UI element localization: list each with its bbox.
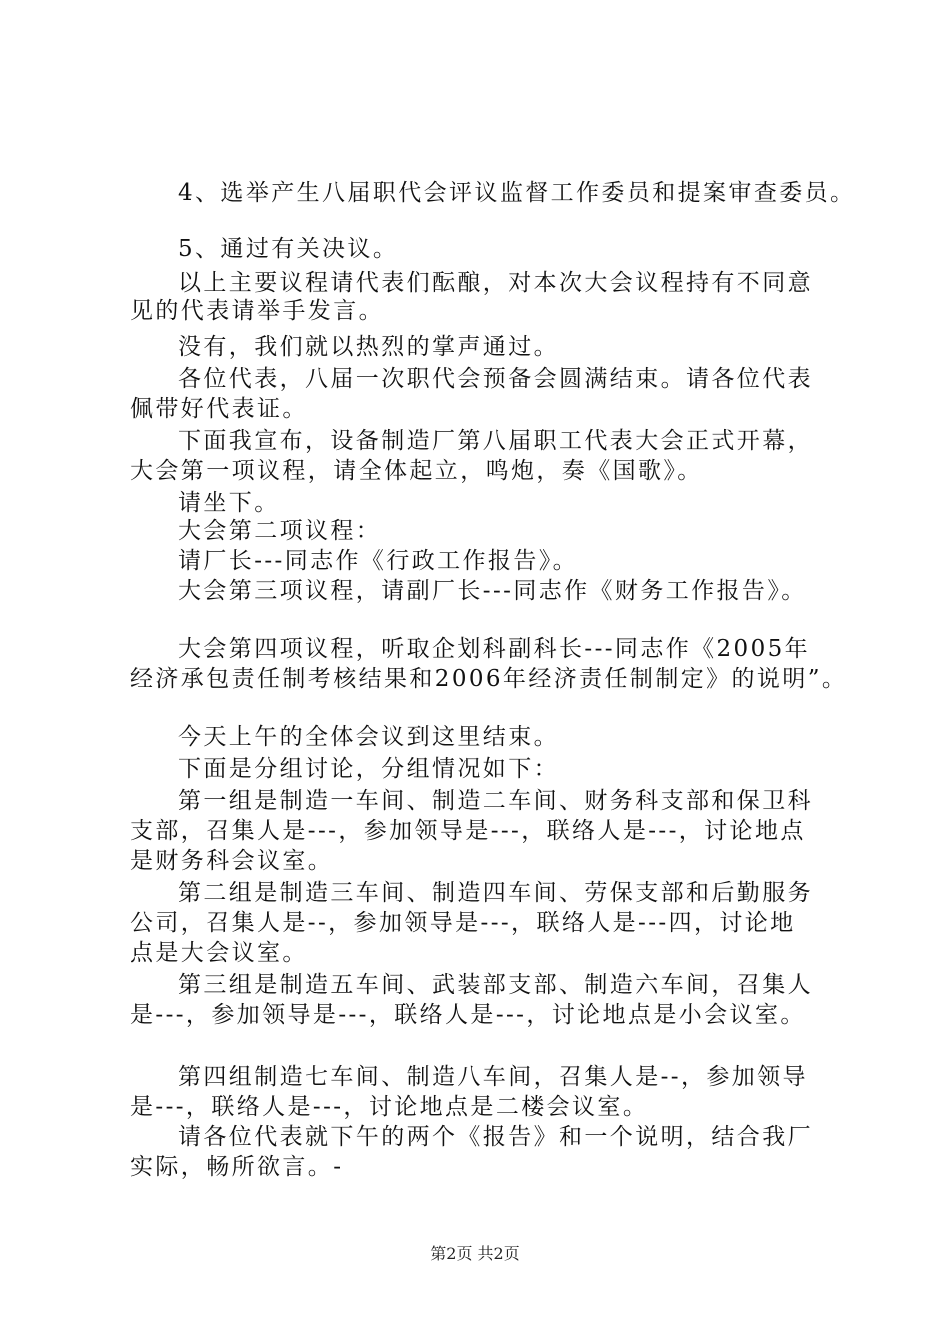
paragraph-line: 是财务科会议室。 — [130, 848, 334, 874]
paragraph-line: 见的代表请举手发言。 — [130, 298, 384, 324]
paragraph-line: 点是大会议室。 — [130, 940, 308, 966]
paragraph-line: 第二组是制造三车间、制造四车间、劳保支部和后勤服务 — [178, 880, 813, 906]
paragraph-line: 是---，联络人是---，讨论地点是二楼会议室。 — [130, 1094, 649, 1120]
paragraph-line: 实际，畅所欲言。- — [130, 1154, 344, 1180]
paragraph-line: 第三组是制造五车间、武装部支部、制造六车间，召集人 — [178, 972, 813, 998]
paragraph-line: 4、选举产生八届职代会评议监督工作委员和提案审查委员。 — [178, 180, 856, 206]
paragraph-line: 请各位代表就下午的两个《报告》和一个说明，结合我厂 — [178, 1124, 813, 1150]
paragraph-line: 大会第三项议程，请副厂长---同志作《财务工作报告》。 — [178, 578, 807, 604]
page-footer: 第2页 共2页 — [430, 1244, 520, 1263]
paragraph-line: 公司，召集人是--，参加领导是---，联络人是---四，讨论地 — [130, 910, 796, 936]
paragraph-line: 第四组制造七车间、制造八车间，召集人是--，参加领导 — [178, 1064, 808, 1090]
paragraph-line: 大会第一项议程，请全体起立，鸣炮，奏《国歌》。 — [130, 458, 703, 484]
paragraph-line: 没有，我们就以热烈的掌声通过。 — [178, 334, 559, 360]
paragraph-line: 下面我宣布，设备制造厂第八届职工代表大会正式开幕， — [178, 428, 813, 454]
paragraph-line: 佩带好代表证。 — [130, 396, 308, 422]
paragraph-line: 今天上午的全体会议到这里结束。 — [178, 724, 559, 750]
paragraph-line: 请坐下。 — [178, 490, 280, 516]
paragraph-line: 大会第四项议程，听取企划科副科长---同志作《2005年 — [178, 636, 811, 662]
paragraph-line: 经济承包责任制考核结果和2006年经济责任制制定》的说明”。 — [130, 666, 848, 692]
paragraph-line: 请厂长---同志作《行政工作报告》。 — [178, 548, 579, 574]
paragraph-line: 下面是分组讨论，分组情况如下： — [178, 756, 559, 782]
paragraph-line: 5、通过有关决议。 — [178, 236, 399, 262]
paragraph-line: 以上主要议程请代表们酝酿，对本次大会议程持有不同意 — [178, 270, 813, 296]
paragraph-line: 第一组是制造一车间、制造二车间、财务科支部和保卫科 — [178, 788, 813, 814]
paragraph-line: 各位代表，八届一次职代会预备会圆满结束。请各位代表 — [178, 366, 813, 392]
paragraph-line: 支部，召集人是---，参加领导是---，联络人是---，讨论地点 — [130, 818, 806, 844]
paragraph-line: 是---，参加领导是---，联络人是---，讨论地点是小会议室。 — [130, 1002, 806, 1028]
paragraph-line: 大会第二项议程： — [178, 518, 382, 544]
